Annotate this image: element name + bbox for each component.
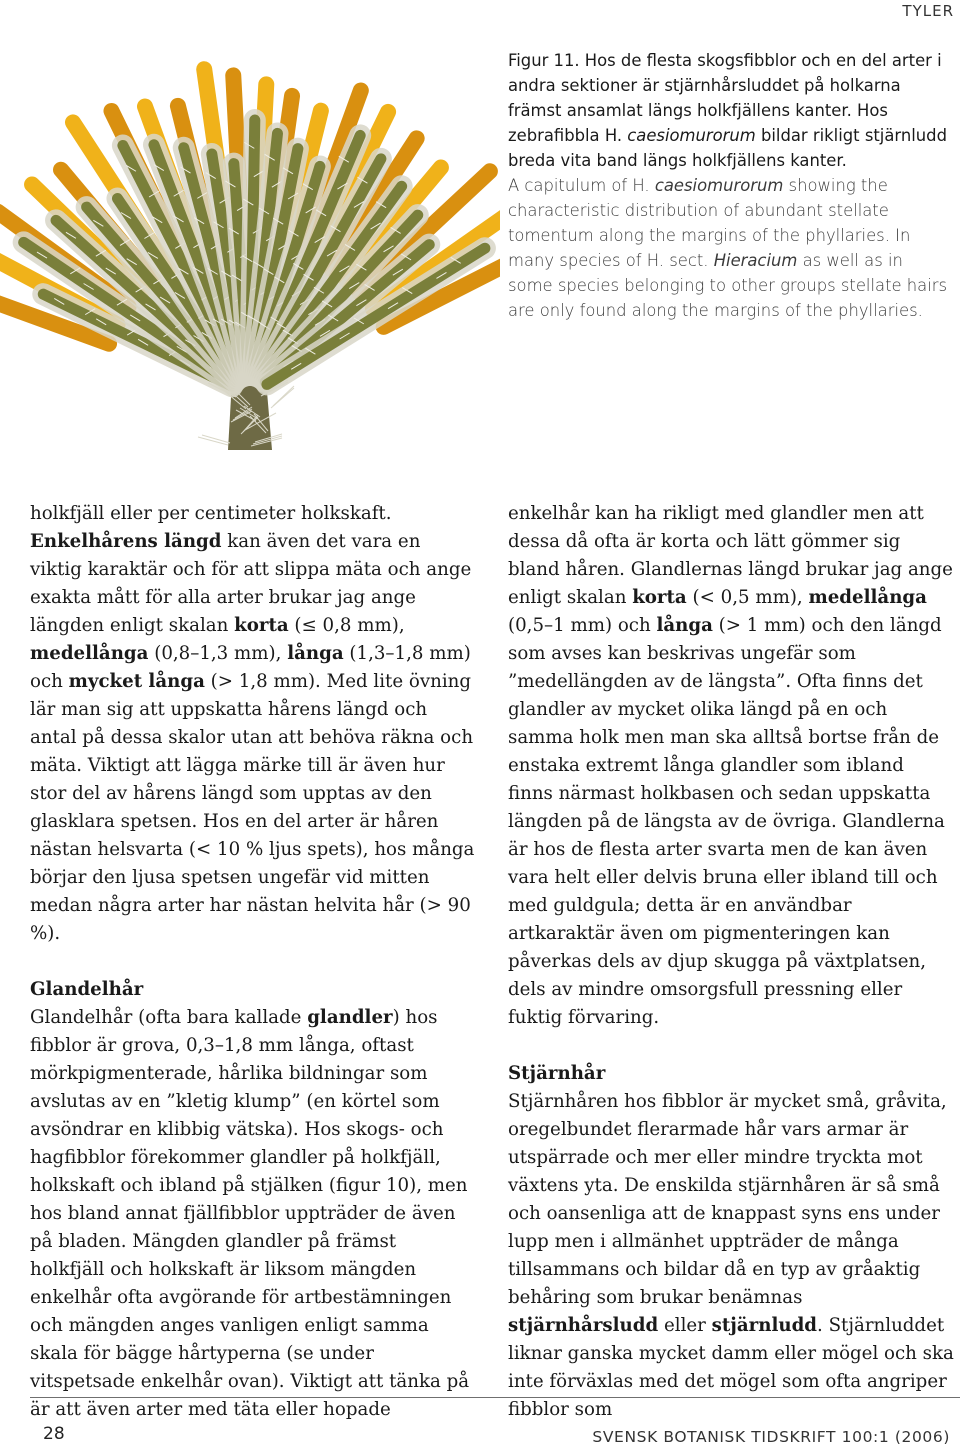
- body-paragraph: Glandelhår (ofta bara kallade glandler) hos fibblor är grova, 0,3–1,8 mm långa, oftast mörkpigmenterade, hårlika bildningar som avslutas av en ”kletig klump” (en körtel som avsöndrar en klibbig vätska). Hos skogs- och hagfibblor förekommer glandler på holkfjäll, holkskaft och ibland på stjälken (figur 10), men hos bland annat fjällfibblor uppträder de även på bladen. Mängden glandler på främst holkfjäll och holkskaft är liksom mängden enkelhår ofta avgörande för artbestämningen och mängden anges vanligen enligt samma skala för bägge hårtyperna (se under vitspetsade enkelhår ovan). Viktigt att tänka på är att även arter med täta eller hopade: [30, 1007, 470, 1420]
- hieracium-capitulum-photo: [0, 0, 500, 450]
- page-number: 28: [43, 1424, 65, 1444]
- footer-divider: [30, 1397, 960, 1398]
- caption-english: A capitulum of H. caesiomurorum showing the characteristic distribution of abundant stellate tomentum along the margins of the phyllaries. In many species of H. sect. Hieracium as well as in some species belonging to other groups stellate hairs are only found along the margins of the phyllaries.: [508, 176, 948, 320]
- section-heading-glandelhar: Glandelhår: [30, 979, 144, 1000]
- body-paragraph: holkfjäll eller per centimeter holkskaft. Enkelhårens längd kan även det vara en viktig karaktär och för att slippa mäta och ange exakta mått för alla arter brukar jag ange längden enligt skalan korta (≤ 0,8 mm), medellånga (0,8–1,3 mm), långa (1,3–1,8 mm) och mycket långa (> 1,8 mm). Med lite övning lär man sig att uppskatta hårens längd och antal på dessa skalor utan att behöva räkna och mäta. Viktigt att lägga märke till är även hur stor del av hårens längd som upptas av den glasklara spetsen. Hos en del arter är håren nästan helsvarta (< 10 % ljus spets), hos många börjar den ljusa spetsen ungefär vid mitten medan några arter har nästan helvita hår (> 90 %).: [30, 503, 475, 944]
- section-heading-stjarnhar: Stjärnhår: [508, 1063, 606, 1084]
- body-paragraph: Stjärnhåren hos fibblor är mycket små, gråvita, oregelbundet flerarmade hår vars armar är utspärrade och mer eller mindre tryckta mot växtens yta. De enskilda stjärnhåren är så små och oansenliga att de knappast syns ens under lupp men i allmänhet uppträder de många tillsammans och bildar då en typ av gråaktig behåring som brukar benämnas stjärnhårsludd eller stjärnludd. Stjärnluddet liknar ganska mycket damm eller mögel och ska inte förväxlas med det mögel som ofta angriper fibblor som: [508, 1091, 954, 1420]
- caption-swedish: Figur 11. Hos de flesta skogsfibblor och en del arter i andra sektioner är stjärnhårsluddet på holkarna främst ansamlat längs holkfjällens kanter. Hos zebrafibbla H. caesiomurorum bildar rikligt stjärnludd breda vita band längs holkfjällens kanter.: [508, 51, 947, 170]
- running-header-author: TYLER: [902, 2, 954, 20]
- figure-caption: [508, 48, 948, 323]
- body-paragraph: enkelhår kan ha rikligt med glandler men att dessa då ofta är korta och lätt gömmer sig bland håren. Glandlernas längd brukar jag ange enligt skalan korta (< 0,5 mm), medellånga (0,5–1 mm) och långa (> 1 mm) och den längd som avses kan beskrivas ungefär som ”medellängden av de längsta”. Ofta finns det glandler av mycket olika längd på en och samma holk men man ska alltså bortse från de enstaka extremt långa glandler som ibland finns närmast holkbasen och sedan uppskatta längden på de längsta av de övriga. Glandlerna är hos de flesta arter svarta men de kan även vara helt eller delvis bruna eller ibland till och med guldgula; detta är en användbar artkaraktär även om pigmenteringen kan påverkas dels av djup skugga på växtplatsen, dels av mindre omsorgsfull pressning eller fuktig förvaring.: [508, 503, 953, 1028]
- right-column: [508, 500, 954, 1424]
- journal-footer: SVENSK BOTANISK TIDSKRIFT 100:1 (2006): [592, 1428, 950, 1446]
- left-column: [30, 500, 476, 1424]
